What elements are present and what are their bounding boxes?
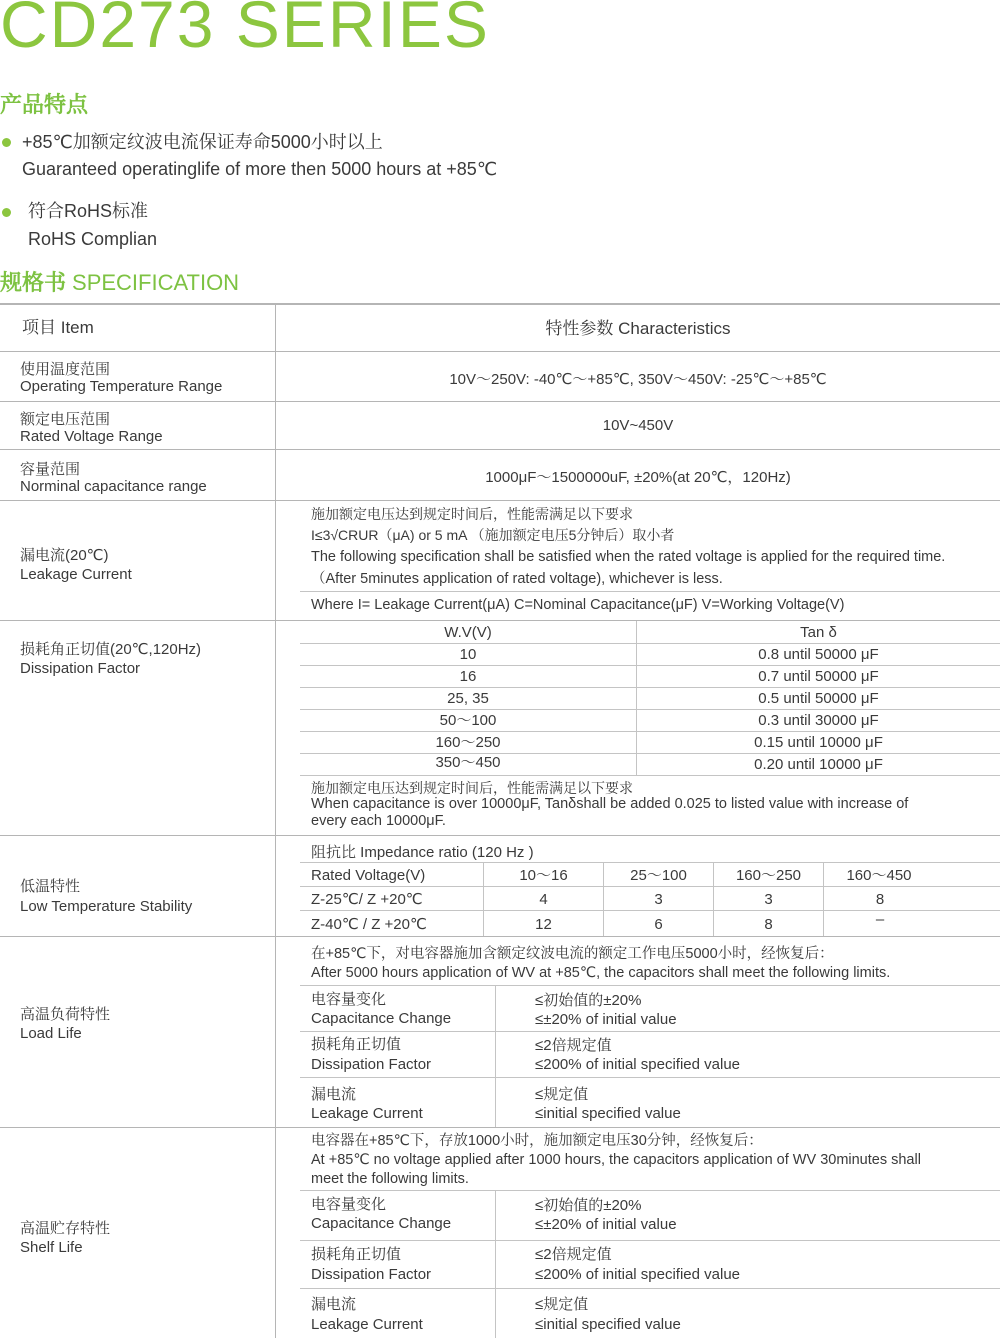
features-heading: 产品特点 bbox=[0, 92, 89, 117]
lowtemp-header: 160～250 bbox=[735, 867, 802, 884]
table-cell: 50～100 bbox=[439, 712, 497, 729]
voltage-label-zh: 额定电压范围 bbox=[20, 411, 111, 428]
table-cell: 160～250 bbox=[435, 734, 501, 751]
table-cell: ≤200% of initial specified value bbox=[535, 1056, 741, 1073]
table-cell: 漏电流 bbox=[311, 1086, 357, 1103]
dissipation-header-wv: W.V(V) bbox=[444, 624, 492, 641]
table-cell: 0.8 until 50000 μF bbox=[758, 646, 879, 663]
lowtemp-label-en: Low Temperature Stability bbox=[20, 898, 193, 915]
table-cell: 350～450 bbox=[435, 754, 501, 771]
table-cell: ≤200% of initial specified value bbox=[535, 1266, 741, 1283]
table-cell: 8 bbox=[875, 891, 885, 908]
table-cell: ≤initial specified value bbox=[535, 1105, 681, 1122]
feature-2-en: RoHS Complian bbox=[28, 229, 158, 249]
table-cell: Dissipation Factor bbox=[311, 1266, 432, 1283]
table-cell: ≤±20% of initial value bbox=[535, 1216, 677, 1233]
table-cell: 漏电流 bbox=[311, 1296, 357, 1313]
loadlife-label-zh: 高温负荷特性 bbox=[20, 1006, 111, 1023]
feature-2-zh: 符合RoHS标准 bbox=[28, 201, 149, 221]
table-cell: 0.7 until 50000 μF bbox=[758, 668, 879, 685]
lowtemp-header: 10～16 bbox=[519, 867, 568, 884]
table-cell: Capacitance Change bbox=[311, 1215, 452, 1232]
table-cell: ≤2倍规定值 bbox=[535, 1246, 612, 1263]
table-cell: 0.20 until 10000 μF bbox=[754, 756, 883, 773]
loadlife-label-en: Load Life bbox=[20, 1025, 82, 1042]
leakage-label-zh: 漏电流(20℃) bbox=[20, 547, 109, 564]
voltage-value: 10V~450V bbox=[602, 417, 674, 434]
table-cell: 10 bbox=[459, 646, 477, 663]
table-cell: 12 bbox=[535, 916, 552, 933]
shelflife-intro-en-2: meet the following limits. bbox=[311, 1171, 469, 1187]
dissipation-label-zh: 损耗角正切值(20℃,120Hz) bbox=[20, 641, 202, 658]
table-cell: ≤初始值的±20% bbox=[535, 1197, 642, 1214]
series-title: CD273 SERIES bbox=[0, 0, 490, 61]
dissipation-label-en: Dissipation Factor bbox=[20, 660, 141, 677]
feature-1-zh: +85℃加额定纹波电流保证寿命5000小时以上 bbox=[22, 132, 383, 152]
table-cell: Z-25℃/ Z +20℃ bbox=[311, 891, 423, 908]
capacitance-value: 1000μF～1500000uF, ±20%(at 20℃，120Hz) bbox=[485, 469, 791, 486]
leakage-line-3: The following specification shall be satisfied when the rated voltage is applied for the required time. bbox=[311, 549, 946, 565]
lowtemp-header: 25～100 bbox=[630, 867, 687, 884]
shelflife-intro-en-1: At +85℃ no voltage applied after 1000 hours, the capacitors application of WV 30minutes shall bbox=[311, 1152, 921, 1168]
spec-heading bbox=[0, 266, 239, 297]
leakage-where: Where I= Leakage Current(μA) C=Nominal Capacitance(μF) V=Working Voltage(V) bbox=[311, 597, 845, 613]
table-cell: ≤规定值 bbox=[535, 1086, 589, 1103]
table-cell: 3 bbox=[764, 891, 773, 908]
table-cell: 6 bbox=[654, 916, 663, 933]
bullet-icon bbox=[2, 138, 11, 147]
spec-heading-zh: 规格书 bbox=[0, 270, 67, 295]
table-cell: Leakage Current bbox=[311, 1316, 423, 1333]
table-cell: 4 bbox=[539, 891, 548, 908]
table-cell: – bbox=[875, 911, 885, 928]
table-cell: ≤initial specified value bbox=[535, 1316, 681, 1333]
dissipation-header-tan: Tan δ bbox=[800, 624, 837, 641]
table-cell: ≤初始值的±20% bbox=[535, 992, 642, 1009]
bullet-icon bbox=[2, 208, 11, 217]
table-cell: 0.15 until 10000 μF bbox=[754, 734, 883, 751]
table-cell: 16 bbox=[459, 668, 477, 685]
lowtemp-caption: 阻抗比 Impedance ratio (120 Hz ) bbox=[311, 844, 534, 861]
lowtemp-header: 160～450 bbox=[846, 867, 912, 884]
leakage-line-2: I≤3√CRUR（μA) or 5 mA （施加额定电压5分钟后）取小者 bbox=[311, 527, 675, 543]
lowtemp-label-zh: 低温特性 bbox=[20, 878, 81, 895]
table-cell: Capacitance Change bbox=[311, 1010, 452, 1027]
table-cell: ≤规定值 bbox=[535, 1296, 589, 1313]
temp-label-en: Operating Temperature Range bbox=[20, 378, 223, 395]
table-cell: 0.3 until 30000 μF bbox=[758, 712, 879, 729]
table-cell: ≤±20% of initial value bbox=[535, 1011, 677, 1028]
table-cell: Leakage Current bbox=[311, 1105, 423, 1122]
table-cell: 电容量变化 bbox=[311, 1196, 387, 1213]
col-item-header: 项目 Item bbox=[22, 318, 94, 337]
dissipation-note-zh: 施加额定电压达到规定时间后，性能需满足以下要求 bbox=[311, 780, 633, 796]
table-cell: 损耗角正切值 bbox=[311, 1246, 402, 1263]
table-cell: ≤2倍规定值 bbox=[535, 1037, 612, 1054]
table-cell: Z-40℃ / Z +20℃ bbox=[311, 916, 427, 933]
shelflife-label-en: Shelf Life bbox=[20, 1239, 83, 1256]
leakage-line-4: （After 5minutes application of rated voltage), whichever is less. bbox=[311, 571, 723, 587]
table-cell: 25, 35 bbox=[447, 690, 489, 707]
temp-value: 10V～250V: -40℃～+85℃, 350V～450V: -25℃～+85℃ bbox=[449, 371, 827, 388]
table-cell: 8 bbox=[764, 916, 773, 933]
leakage-line-1: 施加额定电压达到规定时间后，性能需满足以下要求 bbox=[311, 506, 633, 522]
shelflife-label-zh: 高温贮存特性 bbox=[20, 1220, 111, 1237]
loadlife-intro-zh: 在+85℃下，对电容器施加含额定纹波电流的额定工作电压5000小时，经恢复后： bbox=[311, 946, 834, 962]
capacitance-label-en: Norminal capacitance range bbox=[20, 478, 207, 495]
table-cell: Dissipation Factor bbox=[311, 1056, 432, 1073]
shelflife-intro-zh: 电容器在+85℃下，存放1000小时，施加额定电压30分钟，经恢复后： bbox=[311, 1133, 763, 1149]
table-cell: 0.5 until 50000 μF bbox=[758, 690, 879, 707]
table-cell: 损耗角正切值 bbox=[311, 1036, 402, 1053]
voltage-label-en: Rated Voltage Range bbox=[20, 428, 163, 445]
feature-1-en: Guaranteed operatinglife of more then 5000 hours at +85℃ bbox=[22, 159, 498, 179]
leakage-label-en: Leakage Current bbox=[20, 566, 132, 583]
table-cell: 电容量变化 bbox=[311, 991, 387, 1008]
capacitance-label-zh: 容量范围 bbox=[20, 461, 81, 478]
spec-heading-en: SPECIFICATION bbox=[72, 270, 240, 295]
lowtemp-header: Rated Voltage(V) bbox=[311, 867, 426, 884]
dissipation-note-en-1: When capacitance is over 10000μF, Tanδshall be added 0.025 to listed value with increase of bbox=[311, 796, 909, 812]
loadlife-intro-en: After 5000 hours application of WV at +85℃, the capacitors shall meet the following limits. bbox=[311, 965, 891, 981]
temp-label-zh: 使用温度范围 bbox=[20, 361, 111, 378]
dissipation-note-en-2: every each 10000μF. bbox=[311, 813, 446, 829]
table-cell: 3 bbox=[654, 891, 663, 908]
col-characteristics-header: 特性参数 Characteristics bbox=[545, 319, 731, 338]
